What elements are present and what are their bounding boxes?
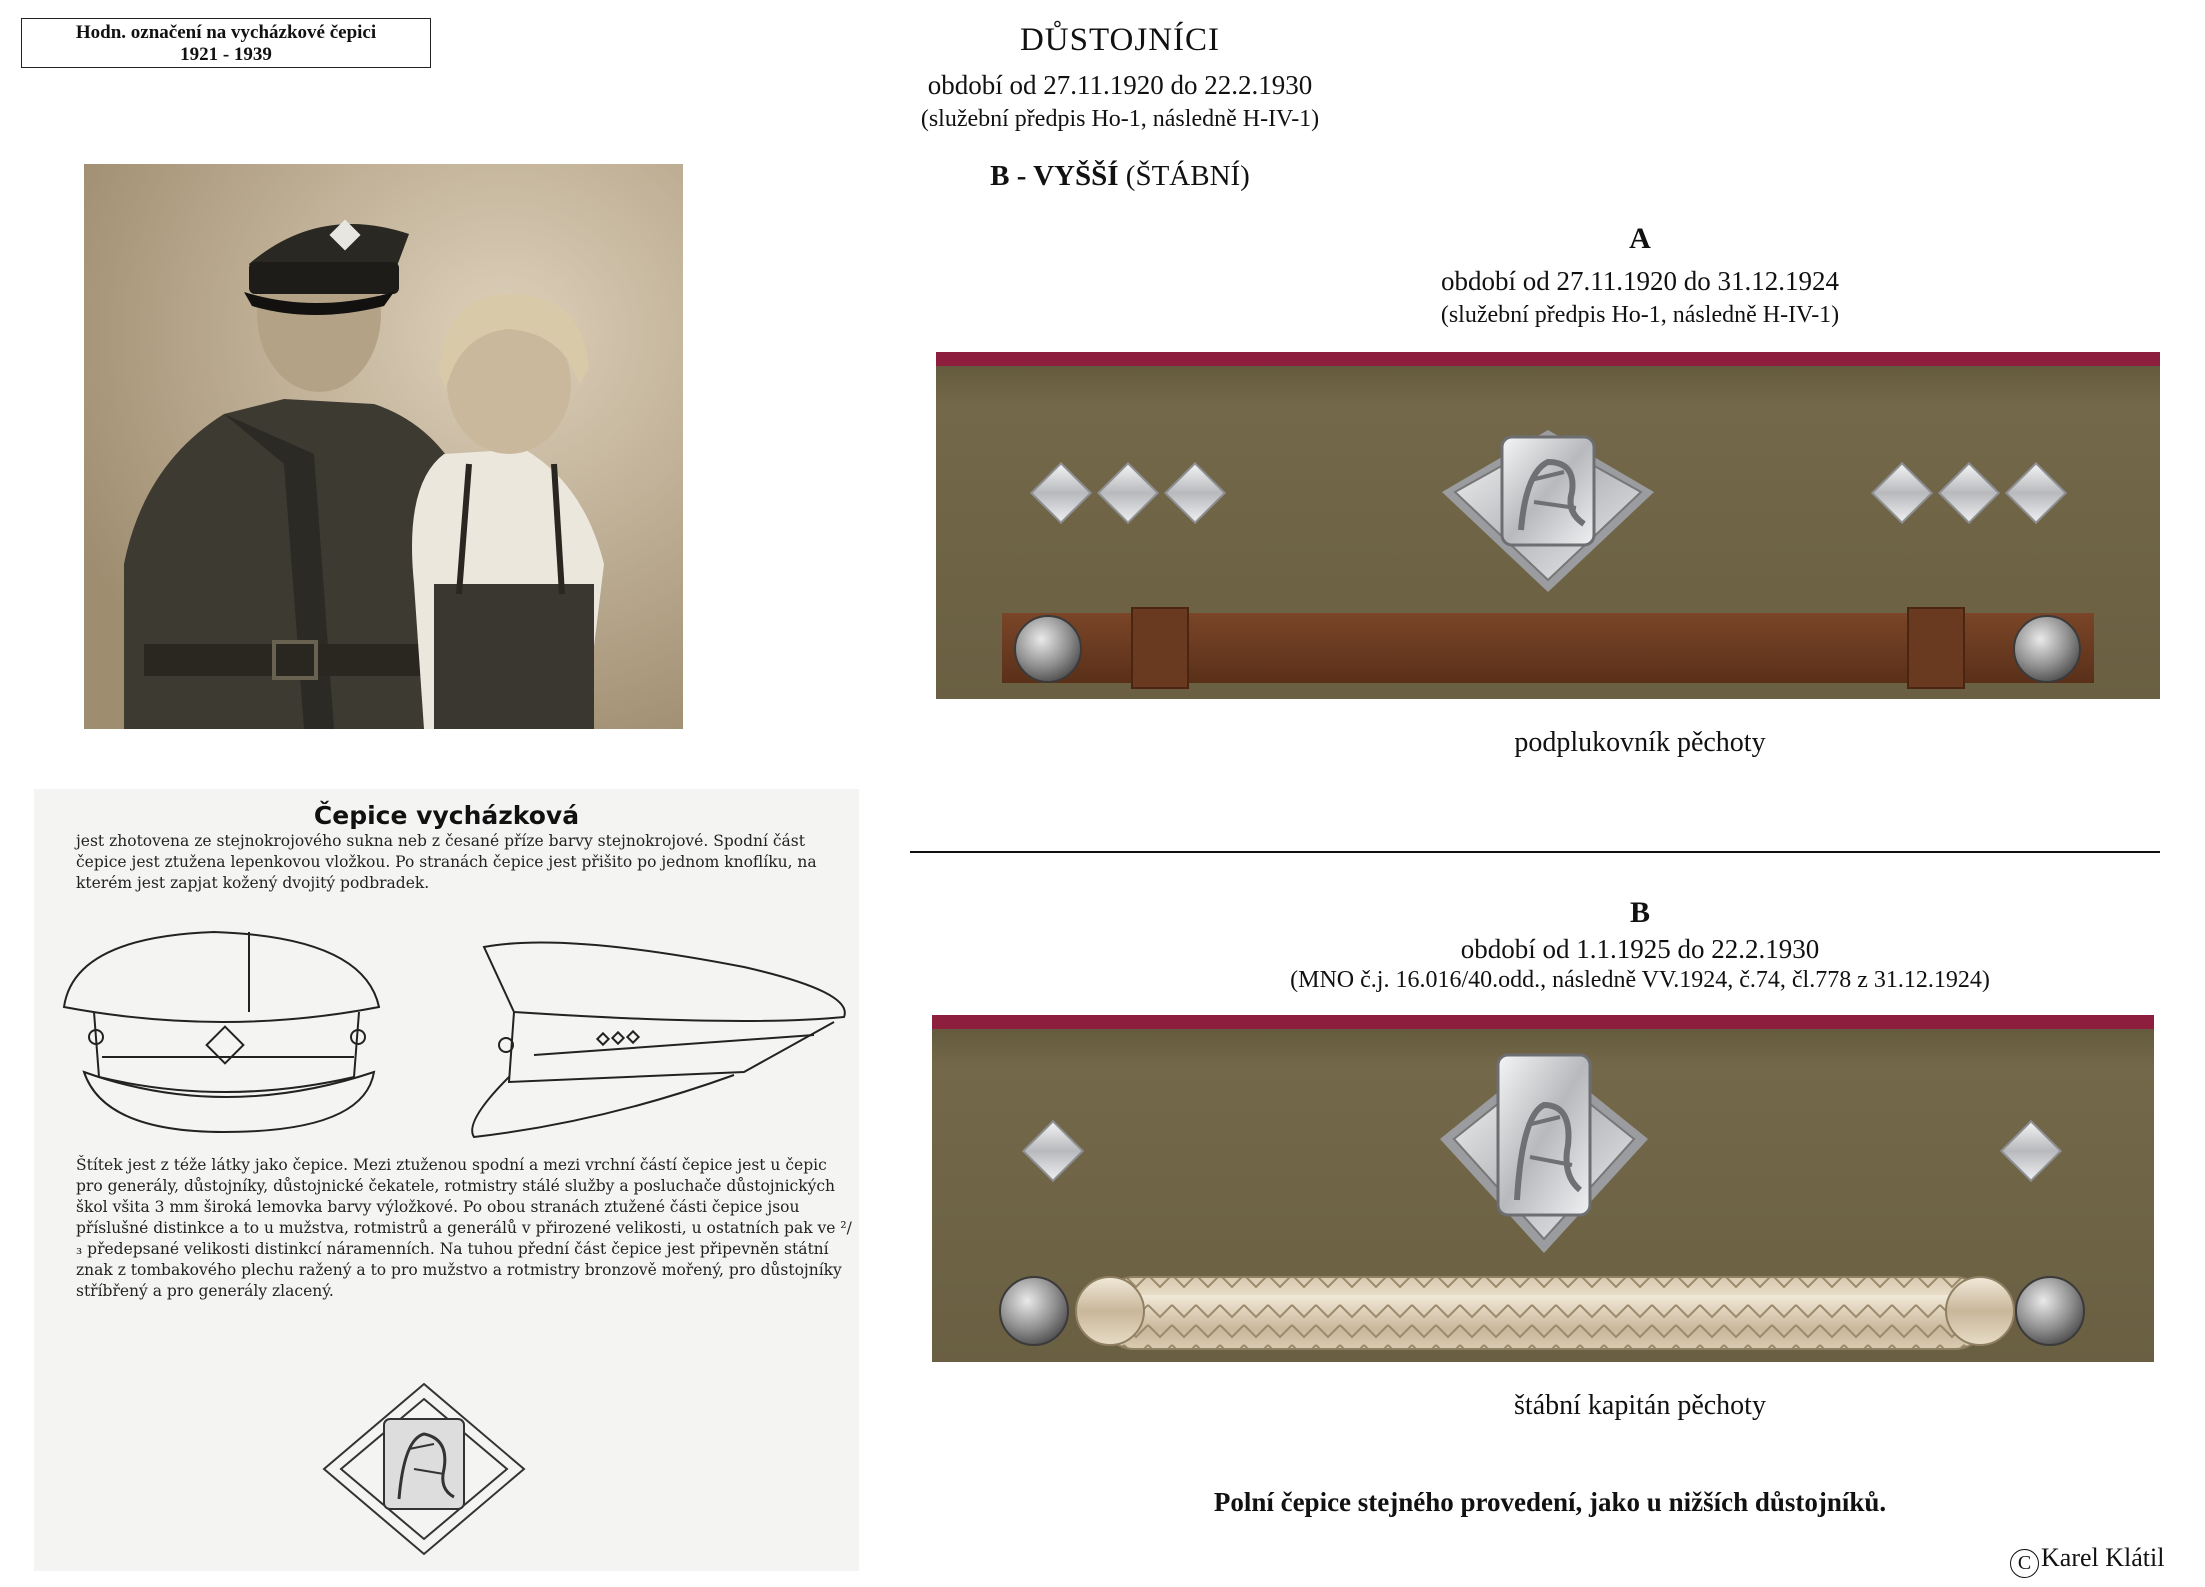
section-divider — [910, 851, 2160, 853]
field-cap-note: Polní čepice stejného provedení, jako u nižších důstojníků. — [1213, 1487, 1887, 1517]
category-rest: (ŠTÁBNÍ) — [1118, 160, 1250, 192]
section-b-caption: štábní kapitán pěchoty — [1514, 1390, 1766, 1421]
header-category — [900, 160, 1340, 193]
scan-paragraph-2: Štítek jest z téže látky jako čepice. Mezi ztuženou spodní a mezi vrchní částí čepice jest u čepic pro generály, důstojníky, důstojnické čekatele, rotmistry stálé služby a posluchače důstojnických škol všita 3 mm široká lemovka barvy výložkové. Po obou stranách ztužené části čepice jsou příslušné distinkce a to u mužstva, rotmistrů a generálů v přirozené velikosti, u ostatních pak ve ²/₃ předepsané velikosti distinkcí náramenních. Na tuhou přední část čepice jest připevněn státní znak z tombakového plechu ražený a to pro mužstvo a rotmistry bronzově mořený, pro důstojníky stříbřený a pro generály zlacený. — [76, 1156, 852, 1300]
section-b-regulation: (MNO č.j. 16.016/40.odd., následně VV.1924, č.74, čl.778 z 31.12.1924) — [1290, 967, 1990, 993]
section-a-period: období od 27.11.1920 do 31.12.1924 — [1441, 266, 1839, 296]
title-box-line2: 1921 - 1939 — [180, 44, 272, 65]
section-b-period: období od 1.1.1925 do 22.2.1930 — [1460, 934, 1820, 964]
section-a-letter: A — [1629, 222, 1651, 255]
scan-title: Čepice vycházková — [313, 801, 580, 830]
copyright-name: Karel Klátil — [2041, 1543, 2165, 1572]
portrait-photo-icon — [84, 164, 683, 729]
cap-band-b — [932, 1015, 2154, 1362]
copyright-icon: C — [2010, 1549, 2039, 1578]
section-a-caption: podplukovník pěchoty — [1514, 727, 1766, 758]
portrait-photo — [84, 164, 683, 729]
category-bold: B - VYŠŠÍ — [990, 160, 1119, 192]
cap-drawing-icon — [44, 907, 854, 1147]
cap-band-a-image — [936, 352, 2160, 699]
header-period: období od 27.11.1920 do 22.2.1930 — [927, 70, 1313, 100]
scan-paragraph-1: jest zhotovena ze stejnokrojového sukna neb z česané příze barvy stejnokrojové. Spodní část čepice jest ztužena lepenkovou vložkou. Po stranách čepice jest přišito po jednom knoflíku, na kterém jest zapjat kožený dvojitý podbradek. — [76, 832, 817, 892]
header-regulation: (služební předpis Ho-1, následně H-IV-1) — [920, 106, 1320, 132]
title-box — [21, 18, 431, 68]
cap-band-a — [936, 352, 2160, 699]
regulation-scan — [34, 789, 859, 1571]
page-title: DŮSTOJNÍCI — [1019, 22, 1221, 58]
cap-band-b-image — [932, 1015, 2154, 1362]
state-emblem-drawing-icon — [319, 1379, 549, 1559]
title-box-line1: Hodn. označení na vycházkové čepici — [75, 22, 377, 43]
copyright — [2010, 1543, 2164, 1578]
section-b-letter: B — [1629, 896, 1650, 929]
section-a-regulation: (služební předpis Ho-1, následně H-IV-1) — [1440, 302, 1840, 328]
